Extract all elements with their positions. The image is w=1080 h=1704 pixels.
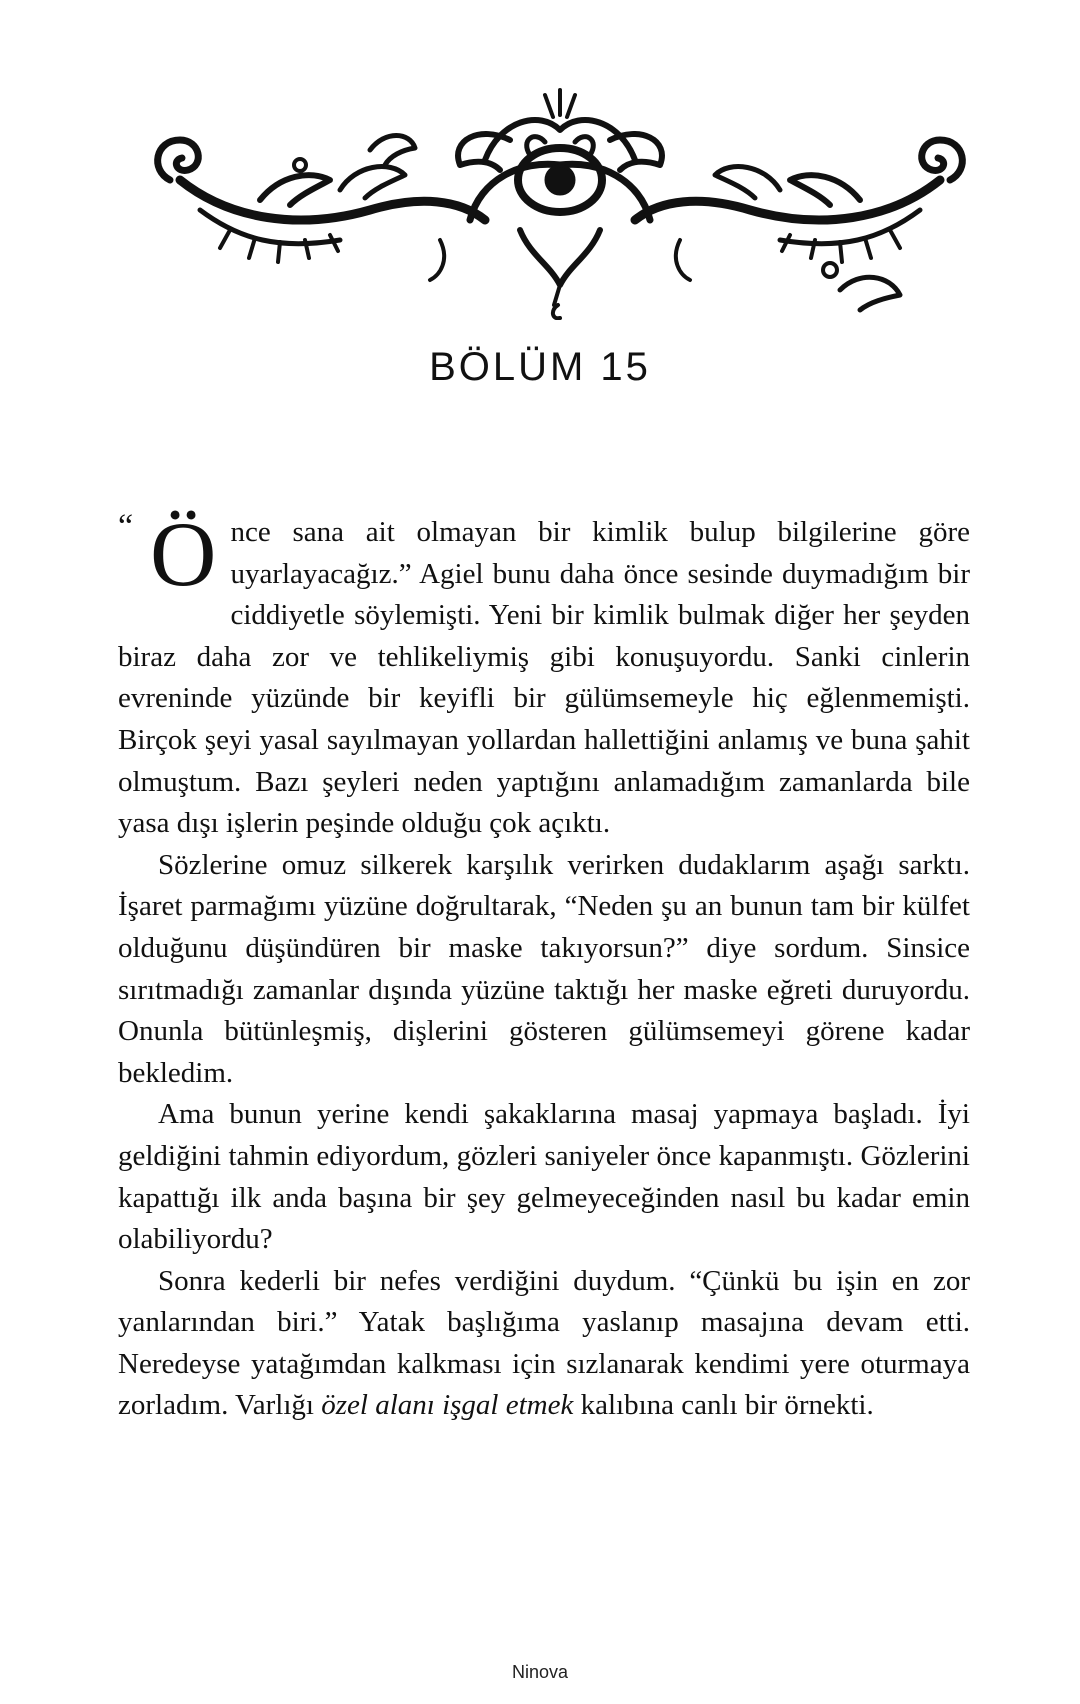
paragraph-4: [118, 1261, 970, 1427]
paragraph-4-text-b: kalıbına canlı bir örnekti.: [573, 1389, 874, 1422]
paragraph-1: [118, 503, 970, 845]
paragraph-4-text-a: Sonra kederli bir nefes verdiğini duydum. “Çünkü bu işin en zor yanlarından biri.” Yatak başlığıma yaslanıp masajına devam etti. Neredeyse yatağımdan kalkması için sızlanarak kendimi yere oturmaya zorladım. Varlığı: [118, 1264, 970, 1422]
floral-ornament-icon: [140, 70, 980, 320]
chapter-title: BÖLÜM 15: [429, 345, 651, 389]
publisher-footer: Ninova: [511, 1662, 569, 1682]
paragraph-4-italic: özel alanı işgal etmek: [321, 1389, 574, 1422]
opening-quote: “: [118, 508, 134, 545]
paragraph-3: Ama bunun yerine kendi şakaklarına masaj yapmaya başladı. İyi geldiğini tahmin ediyordum, gözleri saniyeler önce kapanmıştı. Gözlerini kapattığı ilk anda başına bir şey gelmeyeceğinden nasıl bu kadar emin olabiliyordu?: [118, 1098, 970, 1256]
paragraph-1-text: nce sana ait olmayan bir kimlik bulup bilgilerine göre uyarlayacağız.” Agiel bunu daha önce sesinde duymadığım bir ciddiyetle söylemişti. Yeni bir kimlik bulmak diğer her şeyden biraz daha zor ve tehlikeliymiş gibi konuşuyordu. Sanki cinlerin evreninde yüzünde bir keyifli bir gülümsemeyle hiç eğlenmemişti. Birçok şeyi yasal sayılmayan yollardan hallettiğini anlamış ve buna şahit olmuştum. Bazı şeyleri neden yaptığını anlamadığım zamanlarda bile yasa dışı işlerin peşinde olduğu çok açıktı.: [118, 516, 970, 840]
drop-cap: Ö: [150, 503, 217, 605]
paragraph-2: Sözlerine omuz silkerek karşılık verirken dudaklarım aşağı sarktı. İşaret parmağımı yüzüne doğrultarak, “Neden şu an bunun tam bir külfet olduğunu düşündüren bir maske takıyorsun?” diye sordum. Sinsice sırıtmadığı zamanlar dışında yüzüne taktığı her maske eğreti duruyordu. Onunla bütünleşmiş, dişlerini gösteren gülümsemeyi görene kadar bekledim.: [118, 848, 970, 1089]
body-text: [118, 503, 970, 1427]
